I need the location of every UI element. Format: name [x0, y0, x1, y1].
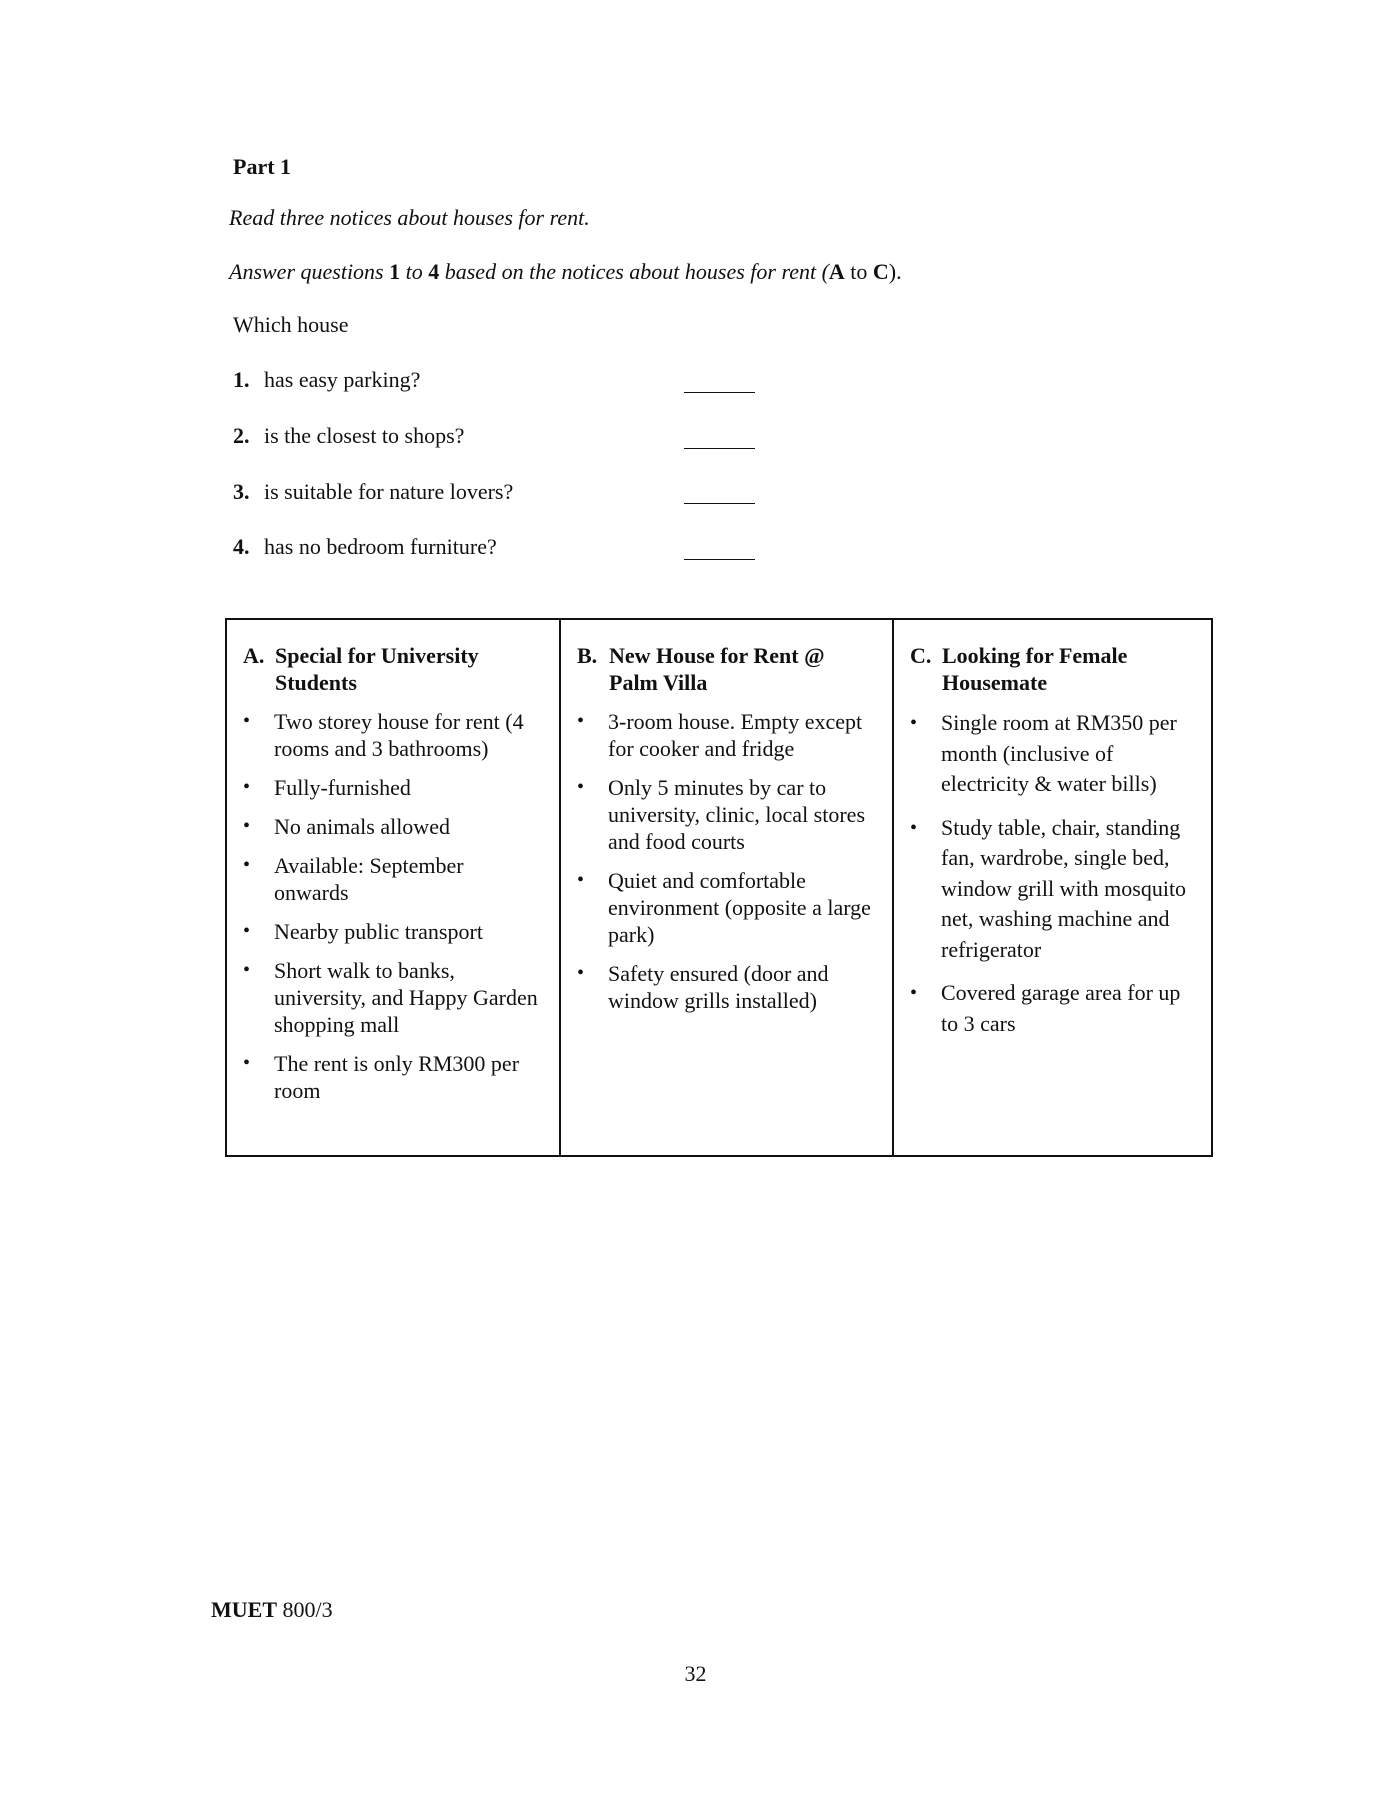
instruction-read: Read three notices about houses for rent.	[229, 205, 590, 230]
notice-list	[243, 708, 539, 1104]
notice-letter: A.	[243, 643, 265, 668]
notice-c	[894, 620, 1211, 1155]
notice-letter: C.	[910, 643, 932, 668]
notices-table	[225, 618, 1213, 1157]
list-item-text: Covered garage area for up to 3 cars	[941, 980, 1181, 1036]
answer-blank-3[interactable]	[684, 503, 755, 504]
bullet-icon: •	[577, 962, 585, 984]
bullet-icon: •	[577, 869, 585, 891]
list-item	[243, 774, 539, 801]
instruction-question-end: 4	[428, 259, 440, 284]
list-item-text: Only 5 minutes by car to university, clinic, local stores and food courts	[608, 775, 866, 854]
notice-list	[577, 708, 872, 1014]
bullet-icon: •	[243, 920, 251, 942]
list-item-text: Nearby public transport	[274, 919, 483, 944]
bullet-icon: •	[243, 1052, 251, 1074]
list-item-text: Safety ensured (door and window grills installed)	[608, 961, 829, 1013]
list-item	[243, 813, 539, 840]
bullet-icon: •	[243, 959, 251, 981]
question-number: 2.	[233, 423, 250, 448]
question-number: 1.	[233, 367, 250, 392]
notice-title: New House for Rent @ Palm Villa	[609, 643, 825, 695]
list-item	[577, 708, 872, 762]
notice-heading	[577, 642, 872, 696]
question-2	[233, 423, 464, 449]
list-item	[243, 708, 539, 762]
instruction-notice-start: A	[828, 259, 845, 284]
instruction-text-1: Answer questions	[229, 259, 390, 284]
list-item-text: Study table, chair, standing fan, wardrobe, single bed, window grill with mosquito net, washing machine and refrigerator	[941, 814, 1187, 962]
notice-list	[910, 708, 1191, 1039]
bullet-icon: •	[910, 982, 918, 1004]
list-item	[243, 1050, 539, 1104]
list-item-text: Available: September onwards	[274, 853, 464, 905]
instruction-text-5: ).	[888, 259, 902, 284]
list-item-text: No animals allowed	[274, 814, 450, 839]
question-text: has no bedroom furniture?	[264, 534, 497, 559]
notice-heading	[243, 642, 539, 696]
list-item	[910, 708, 1191, 800]
bullet-icon: •	[243, 854, 251, 876]
notice-heading	[910, 642, 1191, 696]
list-item	[577, 867, 872, 948]
instruction-text-3: based on the notices about houses for rent (	[439, 259, 829, 284]
bullet-icon: •	[243, 710, 251, 732]
question-number: 4.	[233, 534, 250, 559]
instruction-text-4: to	[844, 259, 873, 284]
list-item	[577, 774, 872, 855]
list-item-text: 3-room house. Empty except for cooker and fridge	[608, 709, 863, 761]
list-item-text: Short walk to banks, university, and Happy Garden shopping mall	[274, 958, 538, 1037]
bullet-icon: •	[910, 712, 918, 734]
question-number: 3.	[233, 479, 250, 504]
list-item	[243, 852, 539, 906]
question-stem: Which house	[233, 312, 349, 337]
bullet-icon: •	[910, 816, 918, 839]
instruction-notice-end: C	[872, 259, 889, 284]
question-text: is suitable for nature lovers?	[264, 479, 514, 504]
list-item	[243, 918, 539, 945]
list-item	[910, 813, 1191, 966]
instruction-question-start: 1	[389, 259, 401, 284]
question-text: has easy parking?	[264, 367, 421, 392]
question-3	[233, 479, 513, 505]
list-item	[910, 978, 1191, 1039]
bullet-icon: •	[577, 776, 585, 798]
notice-a	[227, 620, 561, 1155]
answer-blank-2[interactable]	[684, 448, 755, 449]
part-title: Part 1	[233, 154, 292, 179]
page-number: 32	[684, 1661, 707, 1686]
bullet-icon: •	[577, 710, 585, 732]
answer-blank-1[interactable]	[684, 392, 755, 393]
answer-blank-4[interactable]	[684, 559, 755, 560]
instruction-answer	[229, 259, 902, 285]
question-1	[233, 367, 420, 393]
bullet-icon: •	[243, 815, 251, 837]
list-item-text: Quiet and comfortable environment (opposite a large park)	[608, 868, 871, 947]
list-item-text: Single room at RM350 per month (inclusive of electricity & water bills)	[941, 710, 1177, 796]
paper-code	[211, 1597, 333, 1623]
list-item-text: The rent is only RM300 per room	[274, 1051, 520, 1103]
notice-letter: B.	[577, 643, 598, 668]
list-item-text: Two storey house for rent (4 rooms and 3 bathrooms)	[274, 709, 524, 761]
instruction-text-2: to	[400, 259, 429, 284]
notice-title: Special for University Students	[275, 643, 479, 695]
list-item	[243, 957, 539, 1038]
exam-name: MUET	[211, 1597, 277, 1622]
question-4	[233, 534, 497, 560]
list-item-text: Fully-furnished	[274, 775, 411, 800]
question-text: is the closest to shops?	[264, 423, 465, 448]
bullet-icon: •	[243, 776, 251, 798]
list-item	[577, 960, 872, 1014]
notice-title: Looking for Female Housemate	[942, 643, 1128, 695]
paper-number: 800/3	[282, 1597, 333, 1622]
notice-b	[561, 620, 894, 1155]
